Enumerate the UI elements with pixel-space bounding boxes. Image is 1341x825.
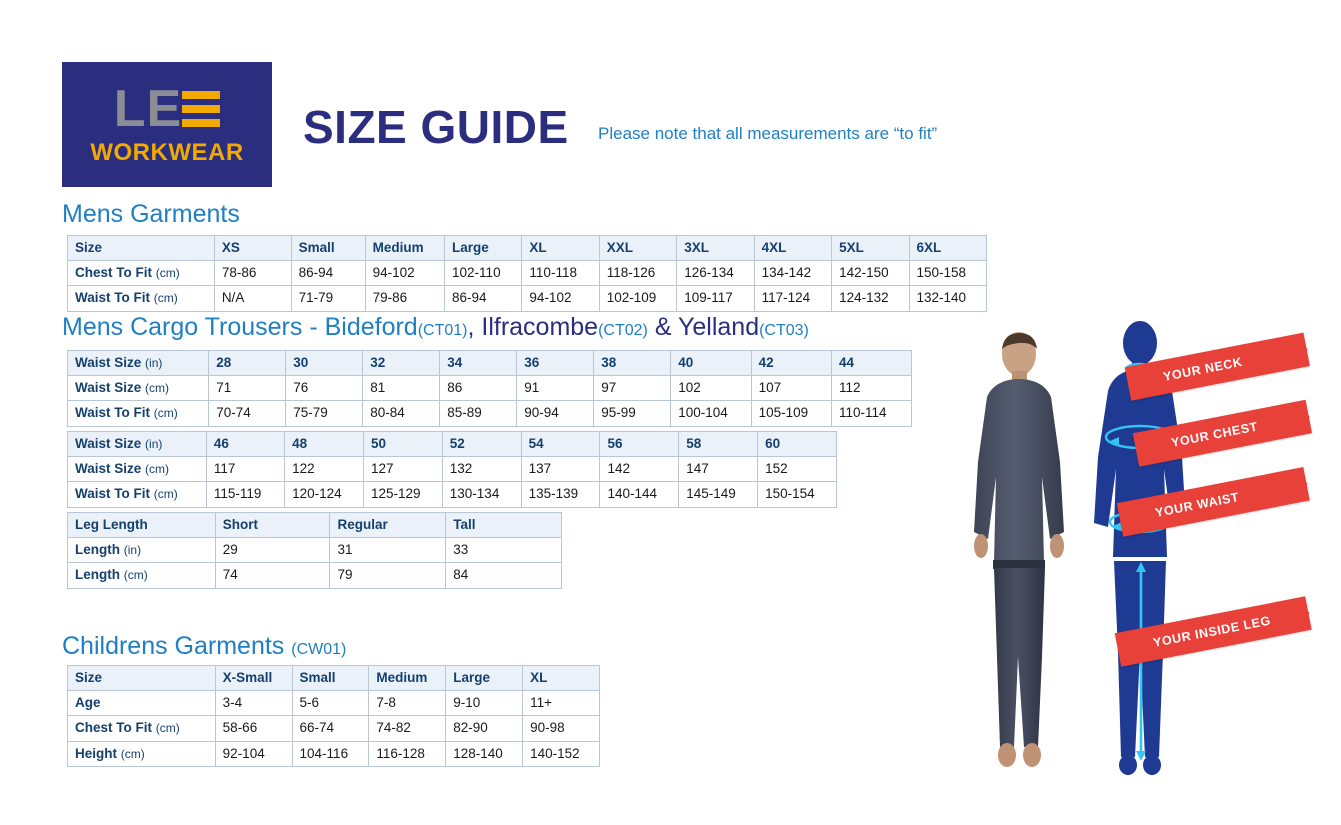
cell-value: 90-94 <box>517 401 594 426</box>
cell-value: 86-94 <box>291 261 365 286</box>
page-title: SIZE GUIDE <box>303 101 569 153</box>
logo-text-workwear: WORKWEAR <box>90 138 244 166</box>
cell-value: 150-154 <box>758 482 837 507</box>
cell-value: 105-109 <box>751 401 831 426</box>
cell-value: 110-114 <box>831 401 911 426</box>
cell-value: 94-102 <box>365 261 444 286</box>
cell-value: 29 <box>215 538 330 563</box>
cell-value: 135-139 <box>521 482 600 507</box>
cell-value: 107 <box>751 376 831 401</box>
cell-label: Waist To Fit (cm) <box>68 482 207 507</box>
table-row <box>68 236 987 261</box>
section-heading-mens-garments: Mens Garments <box>62 200 240 228</box>
cell-value: 102-110 <box>445 261 522 286</box>
cell-value: 95-99 <box>594 401 671 426</box>
heading-text: Childrens Garments <box>62 632 285 660</box>
cell-header: 60 <box>758 432 837 457</box>
brand-logo <box>62 62 272 187</box>
cell-value: 79-86 <box>365 286 444 311</box>
table-row <box>68 666 600 691</box>
cell-value: 117-124 <box>754 286 831 311</box>
cell-value: 112 <box>831 376 911 401</box>
page-note: Please note that all measurements are “to fit” <box>598 124 938 143</box>
cell-value: 130-134 <box>442 482 521 507</box>
cell-header: XL <box>523 666 600 691</box>
cell-value: 140-144 <box>600 482 679 507</box>
cell-header: 54 <box>521 432 600 457</box>
heading-code-ct01: (CT01) <box>417 322 468 339</box>
cell-value: 97 <box>594 376 671 401</box>
table-row <box>68 538 562 563</box>
cell-header: Medium <box>369 666 446 691</box>
cell-value: 74-82 <box>369 716 446 741</box>
cell-value: 75-79 <box>286 401 363 426</box>
heading-part-3: & Yelland <box>647 313 760 341</box>
cell-header: XS <box>214 236 291 261</box>
cell-value: 110-118 <box>522 261 599 286</box>
cell-value: 150-158 <box>909 261 986 286</box>
cell-value: 86-94 <box>445 286 522 311</box>
cell-value: 104-116 <box>292 741 369 766</box>
table-row <box>68 691 600 716</box>
table-row <box>68 457 837 482</box>
measurement-illustration <box>940 305 1320 785</box>
cell-value: 76 <box>286 376 363 401</box>
cell-value: 140-152 <box>523 741 600 766</box>
table-row <box>68 432 837 457</box>
cell-value: 78-86 <box>214 261 291 286</box>
cell-value: 86 <box>440 376 517 401</box>
cell-value: 94-102 <box>522 286 599 311</box>
table-cargo-leg-length <box>67 512 562 589</box>
table-cargo-waist-46-60 <box>67 431 837 508</box>
cell-header: 56 <box>600 432 679 457</box>
cell-header: 44 <box>831 351 911 376</box>
callout-neck: YOUR NECK <box>1125 333 1310 401</box>
table-row <box>68 741 600 766</box>
cell-label: Length (cm) <box>68 563 216 588</box>
cell-header: Large <box>445 236 522 261</box>
cell-value: 124-132 <box>832 286 909 311</box>
logo-o-mark <box>182 83 220 135</box>
cell-header: 46 <box>206 432 284 457</box>
cell-header: Short <box>215 513 330 538</box>
cell-value: 132-140 <box>909 286 986 311</box>
cell-value: 80-84 <box>363 401 440 426</box>
cell-value: 127 <box>363 457 442 482</box>
table-cargo-waist-28-44 <box>67 350 912 427</box>
cell-value: 5-6 <box>292 691 369 716</box>
cell-header: 52 <box>442 432 521 457</box>
callout-inside-leg: YOUR INSIDE LEG <box>1115 596 1312 666</box>
cell-value: 100-104 <box>671 401 751 426</box>
logo-top-row <box>113 79 220 138</box>
table-row <box>68 401 912 426</box>
cell-header: Regular <box>330 513 446 538</box>
model-photo <box>952 327 1087 782</box>
cell-value: 71 <box>209 376 286 401</box>
cell-header: 5XL <box>832 236 909 261</box>
cell-header: X-Small <box>215 666 292 691</box>
cell-header: Small <box>291 236 365 261</box>
cell-header: 50 <box>363 432 442 457</box>
table-row <box>68 716 600 741</box>
cell-value: 11+ <box>523 691 600 716</box>
cell-value: 92-104 <box>215 741 292 766</box>
cell-value: 120-124 <box>285 482 364 507</box>
cell-value: N/A <box>214 286 291 311</box>
heading-part-2: , Ilfracombe <box>467 313 599 341</box>
cell-label: Waist Size (cm) <box>68 376 209 401</box>
section-heading-mens-cargo <box>62 313 809 342</box>
table-childrens-garments <box>67 665 600 767</box>
cell-value: 85-89 <box>440 401 517 426</box>
cell-header: Large <box>446 666 523 691</box>
cell-value: 102-109 <box>599 286 676 311</box>
cell-value: 66-74 <box>292 716 369 741</box>
cell-value: 31 <box>330 538 446 563</box>
cell-header: Waist Size (in) <box>68 432 207 457</box>
cell-value: 79 <box>330 563 446 588</box>
table-row <box>68 261 987 286</box>
cell-value: 58-66 <box>215 716 292 741</box>
cell-value: 142 <box>600 457 679 482</box>
cell-value: 125-129 <box>363 482 442 507</box>
cell-header: 32 <box>363 351 440 376</box>
cell-header: Small <box>292 666 369 691</box>
cell-value: 132 <box>442 457 521 482</box>
cell-label: Height (cm) <box>68 741 216 766</box>
cell-value: 122 <box>285 457 364 482</box>
cell-header: Tall <box>446 513 562 538</box>
cell-header: 4XL <box>754 236 831 261</box>
cell-header: Size <box>68 236 215 261</box>
cell-value: 3-4 <box>215 691 292 716</box>
callout-waist: YOUR WAIST <box>1117 467 1310 537</box>
cell-value: 81 <box>363 376 440 401</box>
cell-label: Length (in) <box>68 538 216 563</box>
cell-value: 116-128 <box>369 741 446 766</box>
cell-value: 147 <box>679 457 758 482</box>
cell-value: 118-126 <box>599 261 676 286</box>
cell-value: 109-117 <box>677 286 754 311</box>
cell-header: 30 <box>286 351 363 376</box>
cell-value: 71-79 <box>291 286 365 311</box>
cell-header: XXL <box>599 236 676 261</box>
table-row <box>68 482 837 507</box>
cell-value: 33 <box>446 538 562 563</box>
logo-text-leo: LE <box>113 79 183 138</box>
cell-value: 128-140 <box>446 741 523 766</box>
cell-header: 28 <box>209 351 286 376</box>
cell-value: 91 <box>517 376 594 401</box>
cell-value: 84 <box>446 563 562 588</box>
cell-label: Waist To Fit (cm) <box>68 401 209 426</box>
cell-header: Size <box>68 666 216 691</box>
cell-label: Chest To Fit (cm) <box>68 716 216 741</box>
heading-code-cw01: (CW01) <box>291 641 347 658</box>
cell-value: 102 <box>671 376 751 401</box>
cell-value: 74 <box>215 563 330 588</box>
cell-header: Medium <box>365 236 444 261</box>
cell-value: 145-149 <box>679 482 758 507</box>
cell-value: 82-90 <box>446 716 523 741</box>
cell-value: 152 <box>758 457 837 482</box>
heading-part-1: Mens Cargo Trousers - Bideford <box>62 313 418 341</box>
table-row <box>68 513 562 538</box>
cell-label: Waist Size (cm) <box>68 457 207 482</box>
cell-value: 142-150 <box>832 261 909 286</box>
cell-value: 9-10 <box>446 691 523 716</box>
cell-header: Leg Length <box>68 513 216 538</box>
cell-label: Chest To Fit (cm) <box>68 261 215 286</box>
cell-label: Waist To Fit (cm) <box>68 286 215 311</box>
cell-header: 58 <box>679 432 758 457</box>
cell-header: 38 <box>594 351 671 376</box>
cell-label: Age <box>68 691 216 716</box>
cell-value: 70-74 <box>209 401 286 426</box>
cell-value: 117 <box>206 457 284 482</box>
heading-code-ct02: (CT02) <box>598 322 648 339</box>
cell-header: 42 <box>751 351 831 376</box>
cell-header: 6XL <box>909 236 986 261</box>
callout-chest: YOUR CHEST <box>1133 400 1312 467</box>
cell-header: 48 <box>285 432 364 457</box>
table-row <box>68 563 562 588</box>
cell-value: 7-8 <box>369 691 446 716</box>
cell-header: XL <box>522 236 599 261</box>
cell-header: 40 <box>671 351 751 376</box>
cell-value: 134-142 <box>754 261 831 286</box>
cell-value: 115-119 <box>206 482 284 507</box>
cell-header: Waist Size (in) <box>68 351 209 376</box>
heading-code-ct03: (CT03) <box>759 322 809 339</box>
table-row <box>68 351 912 376</box>
table-mens-garments <box>67 235 987 312</box>
cell-value: 126-134 <box>677 261 754 286</box>
table-row <box>68 286 987 311</box>
cell-header: 3XL <box>677 236 754 261</box>
cell-value: 90-98 <box>523 716 600 741</box>
cell-header: 34 <box>440 351 517 376</box>
section-heading-childrens <box>62 632 346 661</box>
table-row <box>68 376 912 401</box>
cell-header: 36 <box>517 351 594 376</box>
cell-value: 137 <box>521 457 600 482</box>
